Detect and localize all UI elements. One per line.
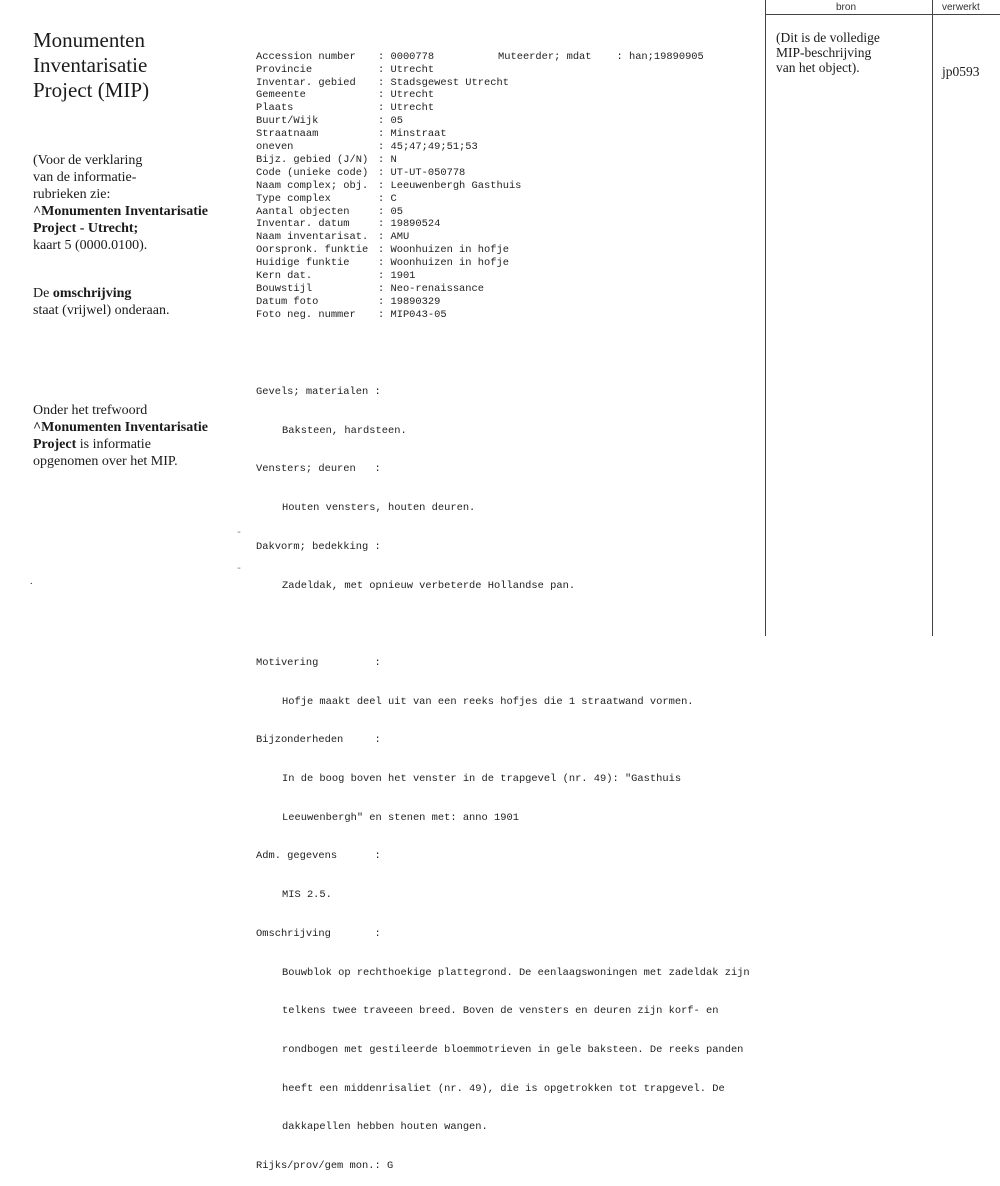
- trefw-line: is informatie: [76, 437, 151, 452]
- field-value: : Utrecht: [378, 63, 435, 76]
- field-label: Type complex: [256, 192, 331, 205]
- header-rule: [765, 14, 1000, 15]
- column-divider: [932, 0, 933, 636]
- record-field-row: [256, 283, 766, 296]
- vensters-label: Vensters; deuren :: [256, 463, 381, 476]
- field-value: : 1901: [378, 269, 416, 282]
- title-line-3: Project (MIP): [33, 78, 150, 102]
- trefwoord-note: [33, 402, 243, 470]
- bron-header: bron: [836, 2, 857, 13]
- omschr-label: Omschrijving :: [256, 927, 381, 940]
- record-field-row: [256, 141, 766, 154]
- field-label: Gemeente: [256, 89, 306, 102]
- field-label: Provincie: [256, 63, 313, 76]
- field-value: : Stadsgewest Utrecht: [378, 76, 509, 89]
- record-field-row: [256, 231, 766, 244]
- record-field-row: [256, 154, 766, 167]
- bron-line: van het object).: [776, 60, 860, 75]
- record-sheet: [256, 25, 766, 1186]
- record-field-row: [256, 64, 766, 77]
- field-label: Inventar. gebied: [256, 76, 356, 89]
- field-value: : C: [378, 192, 397, 205]
- trefw-line: Onder het trefwoord: [33, 403, 148, 418]
- legend-line: kaart 5 (0000.0100).: [33, 238, 148, 253]
- field-value: : 19890329: [378, 295, 441, 308]
- bijzonder-line: Leeuwenbergh" en stenen met: anno 1901: [282, 811, 519, 824]
- record-field-row: [256, 244, 766, 257]
- record-field-row: [256, 167, 766, 180]
- omschrijving-note: [33, 285, 243, 319]
- record-field-row: [256, 128, 766, 141]
- omschr-line: rondbogen met gestileerde bloemmotrieven in gele baksteen. De reeks panden: [282, 1043, 744, 1056]
- record-field-row: [256, 180, 766, 193]
- field-label: Datum foto: [256, 295, 319, 308]
- mutator-label: Muteerder; mdat: [498, 50, 592, 63]
- field-label: oneven: [256, 141, 294, 154]
- record-fields: [256, 51, 766, 322]
- gevels-label: Gevels; materialen :: [256, 386, 381, 399]
- legend-link-text: Project - Utrecht;: [33, 221, 139, 236]
- record-field-row: [256, 89, 766, 102]
- margin-dash: -: [236, 528, 243, 539]
- record-field-row: [256, 270, 766, 283]
- trefw-bold: Project: [33, 437, 77, 452]
- title-line-1: Monumenten: [33, 28, 145, 52]
- field-label: Code (unieke code): [256, 166, 369, 179]
- record-field-row: [256, 296, 766, 309]
- record-field-row: [256, 115, 766, 128]
- bijzonder-line: In de boog boven het venster in de trapgevel (nr. 49): "Gasthuis: [282, 773, 682, 786]
- omschr-line: telkens twee traveeen breed. Boven de vensters en deuren zijn korf- en: [282, 1005, 719, 1018]
- field-label: Aantal objecten: [256, 205, 350, 218]
- record-field-row: [256, 218, 766, 231]
- field-label: Naam inventarisat.: [256, 231, 369, 244]
- bron-line: (Dit is de volledige: [776, 30, 880, 45]
- motivering-label: Motivering :: [256, 656, 381, 669]
- field-value: : UT-UT-050778: [378, 166, 466, 179]
- sidebar: [33, 28, 243, 469]
- field-value: : 05: [378, 115, 403, 128]
- stray-dot: .: [30, 576, 33, 587]
- adm-label: Adm. gegevens :: [256, 850, 381, 863]
- margin-dash: -: [236, 564, 243, 575]
- omschr-post: staat (vrijwel) onderaan.: [33, 303, 170, 318]
- legend-link-text: ^Monumenten Inventarisatie: [33, 204, 208, 219]
- legend-note: [33, 152, 243, 254]
- bijzonder-label: Bijzonderheden :: [256, 734, 381, 747]
- field-label: Oorspronk. funktie: [256, 244, 369, 257]
- sidebar-title: [33, 28, 243, 103]
- omschr-line: Bouwblok op rechthoekige plattegrond. De eenlaagswoningen met zadeldak zijn: [282, 966, 750, 979]
- field-value: : Utrecht: [378, 102, 435, 115]
- field-label: Huidige funktie: [256, 257, 350, 270]
- field-label: Inventar. datum: [256, 218, 350, 231]
- dakvorm-label: Dakvorm; bedekking :: [256, 540, 381, 553]
- legend-line: (Voor de verklaring: [33, 153, 143, 168]
- record-field-row: [256, 102, 766, 115]
- field-value: : Minstraat: [378, 128, 447, 141]
- record-field-row: [256, 51, 766, 64]
- field-label: Kern dat.: [256, 269, 313, 282]
- field-value: : N: [378, 153, 397, 166]
- mutator-field: [498, 51, 704, 64]
- dakvorm-value: Zadeldak, met opnieuw verbeterde Hollandse pan.: [282, 579, 576, 592]
- field-label: Bijz. gebied (J/N): [256, 153, 369, 166]
- field-label: Naam complex; obj.: [256, 179, 369, 192]
- omschr-line: dakkapellen hebben houten wangen.: [282, 1121, 488, 1134]
- trefw-line: opgenomen over het MIP.: [33, 454, 178, 469]
- verwerkt-value: jp0593: [942, 64, 980, 79]
- field-value: : 19890524: [378, 218, 441, 231]
- mutator-value: : han;19890905: [616, 50, 704, 63]
- trefw-bold: ^Monumenten Inventarisatie: [33, 420, 208, 435]
- adm-value: MIS 2.5.: [282, 889, 332, 902]
- rijks-line: Rijks/prov/gem mon.: G: [256, 1160, 394, 1173]
- legend-line: van de informatie-: [33, 170, 137, 185]
- record-field-row: [256, 193, 766, 206]
- legend-line: rubrieken zie:: [33, 187, 111, 202]
- omschr-bold: omschrijving: [52, 286, 132, 301]
- record-field-row: [256, 309, 766, 322]
- field-value: : 05: [378, 205, 403, 218]
- field-label: Straatnaam: [256, 128, 319, 141]
- field-value: : 45;47;49;51;53: [378, 141, 478, 154]
- bron-line: MIP-beschrijving: [776, 45, 872, 60]
- record-field-row: [256, 206, 766, 219]
- field-value: : Woonhuizen in hofje: [378, 257, 509, 270]
- omschr-line: heeft een middenrisaliet (nr. 49), die is opgetrokken tot trapgevel. De: [282, 1082, 725, 1095]
- gevels-value: Baksteen, hardsteen.: [282, 424, 407, 437]
- field-value: : Leeuwenbergh Gasthuis: [378, 179, 522, 192]
- field-label: Foto neg. nummer: [256, 308, 356, 321]
- field-value: : Neo-renaissance: [378, 282, 485, 295]
- field-value: : 0000778: [378, 50, 435, 63]
- field-label: Bouwstijl: [256, 282, 313, 295]
- field-label: Plaats: [256, 102, 294, 115]
- field-value: : Utrecht: [378, 89, 435, 102]
- field-value: : AMU: [378, 231, 410, 244]
- field-value: : MIP043-05: [378, 308, 447, 321]
- field-label: Accession number: [256, 50, 356, 63]
- verwerkt-header: verwerkt: [942, 2, 980, 13]
- motivering-value: Hofje maakt deel uit van een reeks hofjes die 1 straatwand vormen.: [282, 695, 694, 708]
- field-label: Buurt/Wijk: [256, 115, 319, 128]
- field-value: : Woonhuizen in hofje: [378, 244, 509, 257]
- record-field-row: [256, 257, 766, 270]
- bron-note: [776, 30, 926, 75]
- omschr-pre: De: [33, 286, 53, 301]
- title-line-2: Inventarisatie: [33, 53, 148, 77]
- record-field-row: [256, 77, 766, 90]
- vensters-value: Houten vensters, houten deuren.: [282, 502, 476, 515]
- column-divider: [765, 0, 766, 636]
